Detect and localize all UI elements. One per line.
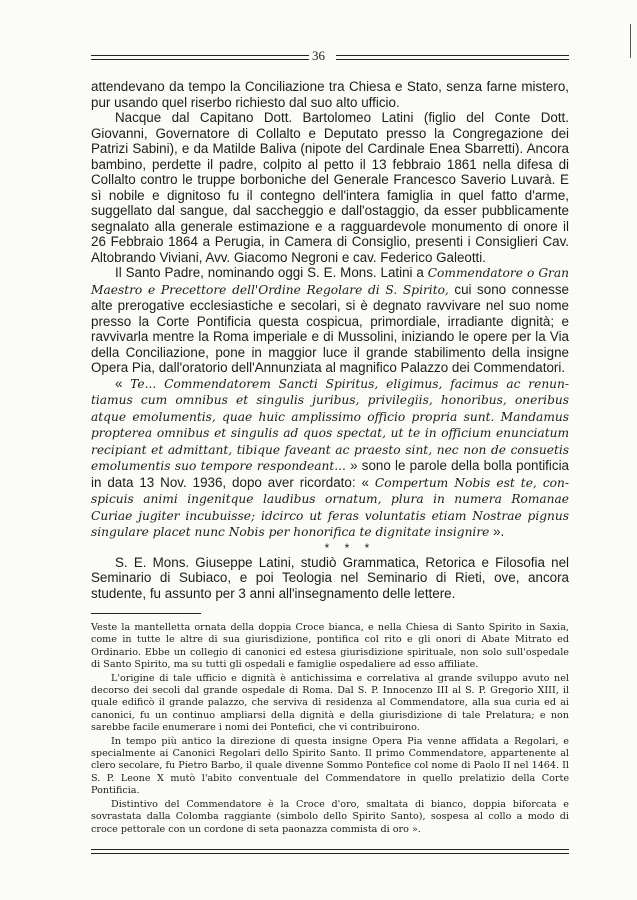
main-text [91, 79, 569, 601]
footnote-rule [91, 613, 201, 614]
footnote-4: Distintivo del Commendatore è la Croce d'oro, smaltata di bianco, doppia biforcata e sovrastata dalla Colomba raggiante (simbolo dello Spirito Santo), sospesa al collo a modo di croce pettorale con un cordone di seta paonazza commista di oro ». [91, 798, 569, 835]
paragraph-1: attendevano da tempo la Conciliazione tra Chiesa e Stato, senza farne mistero, pur usando quel riserbo richiesto dal suo alto ufficio. [91, 79, 569, 110]
quote-open: « [115, 375, 131, 391]
header-rule-right [336, 55, 569, 60]
paragraph-3-start: Il Santo Padre, nominando oggi S. E. Mons. Latini a [115, 265, 428, 280]
footnotes [91, 622, 569, 837]
footer-rule [91, 849, 569, 854]
footnote-1: Veste la mantelletta ornata della doppia Croce bianca, e nella Chiesa di Santo Spirito in Saxia, come in tutte le altre di sua giurisdizione, pontifica col rito e gli onori di Abate Mitrato ed Ordinario. Ebbe un collegio di canonici ed estesa giurisdizione spirituale, non solo sull'ospedale di Santo Spirito, ma su tutti gli ospedali e famiglie ospedaliere ad esso affiliate. [91, 622, 569, 671]
bull-quote-2: Compertum Nobis est te, conspicuis animi ingenitque laudibus ornatum, plura in numera Romanae Curiae jugiter incubuisse; idcirco ut feras voluntatis etiam Nostrae pignus singulare placet nunc Nobis per honorifica te dignitate insignire [91, 475, 569, 539]
paragraph-3 [91, 265, 569, 376]
quote-close: ». [489, 524, 505, 539]
page-number: 36 [312, 48, 325, 63]
paragraph-4-middle: » sono le parole della bolla pontificia in data 13 Nov. 1936, dopo aver ricordato: « [91, 458, 569, 490]
footnote-2: L'origine di tale ufficio e dignità è antichissima e correlativa al grande sviluppo avuto nel decorso dei secoli dal grande ospedale di Roma. Dal S. P. Innocenzo III al S. P. Gregorio XIII, il quale edificò il grande palazzo, che serviva di residenza al Commendatore, alla sua curia ed ai canonici, fu un continuo ampliarsi della dignità e della giurisdizione di tale Prelatura; e non sarebbe facile enumerare i nomi dei Pontefici, che vi contribuirono. [91, 672, 569, 734]
paragraph-4 [91, 376, 569, 541]
paragraph-5: S. E. Mons. Giuseppe Latini, studiò Grammatica, Retorica e Filosofia nel Seminario di Subiaco, e poi Teologia nel Seminario di Rieti, ove, ancora studente, fu assunto per 3 anni all'insegnamento delle lettere. [91, 554, 569, 601]
paragraph-3-end: cui sono connesse alte prerogative ecclesiastiche e secolari, si è degnato ravvivare nel suo nome presso la Corte Pontificia questa cospicua, primordiale, irradiante dignità; e ravvivarla mentre la Roma imperiale e di Mussolini, iniziando le opere per la Via della Conciliazione, pone in maggior luce il grande stabilimento della insigne Opera Pia, dall'oratorio dell'Annunziata al magnifico Palazzo dei Commendatori. [91, 281, 569, 375]
header-rule-left [91, 55, 309, 60]
paragraph-2: Nacque dal Capitano Dott. Bartolomeo Latini (figlio del Conte Dott. Giovanni, Governatore di Collalto e Deputato presso la Congregazione dei Patrizi Sabini), e da Matilde Baliva (nipote del Cardinale Enea Sbarretti). Ancora bambino, perdette il padre, colpito al petto il 13 febbraio 1861 nella difesa di Collalto contro le truppe borboniche del Generale Francesco Saverio Luvarà. E sì nobile e dignitoso fu il contegno dell'intera famiglia in quel fatto d'arme, suggellato dal sangue, dal saccheggio e dall'ostaggio, da esser pubblicamente segnalato alla generale estimazione e a ragguardevole monumento di onore il 26 Febbraio 1864 a Perugia, in Camera di Consiglio, presenti i Consiglieri Cav. Altobrando Viviani, Avv. Giacomo Negroni e cav. Federico Galeotti. [91, 110, 569, 265]
paragraph-3-title: Commendatore o Gran Maestro e Precettore dell'Ordine Regolare di S. Spirito, [91, 266, 569, 297]
bull-quote-1: Te... Commendatorem Sancti Spiritus, eligimus, facimus ac renuntiamus cum omnibus et singulis juribus, privilegiis, honoribus, oneribus atque emolumentis, quae huic amplissimo officio propria sunt. Mandamus propterea omnibus et singulis ad quos spectat, ut te in officium enunciatum recipiant et admittant, tibique faveant ac praesto sint, nec non de consuetis emolumentis suo tempore respondeant... [91, 376, 569, 473]
section-asterism: * * * [324, 540, 376, 555]
footnote-3: In tempo più antico la direzione di questa insigne Opera Pia venne affidata a Regolari, e specialmente ai Canonici Regolari dello Spirito Santo. Il primo Commendatore, appartenente al clero secolare, fu Pietro Barbo, il quale divenne Sommo Pontefice col nome di Paolo II nel 1464. Il S. P. Leone X mutò l'abito conventuale del Commendatore in quello prelatizio della Corte Pontificia. [91, 735, 569, 797]
